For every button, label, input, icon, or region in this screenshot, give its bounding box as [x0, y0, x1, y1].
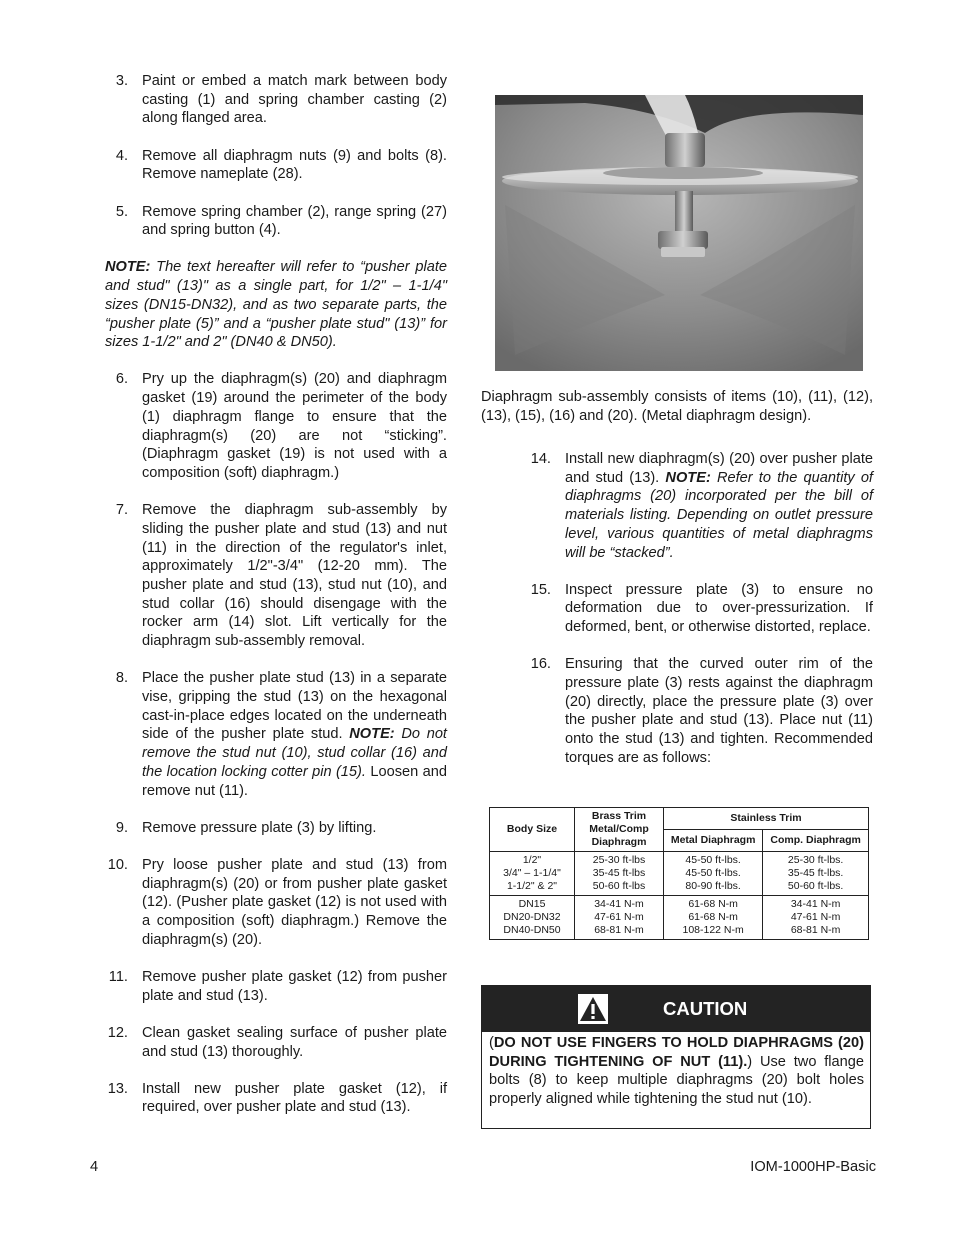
header-brass-trim: Brass Trim Metal/Comp Diaphragm: [575, 808, 664, 852]
step-7: 7. Remove the diaphragm sub-assembly by sliding the pusher plate and stud (13) and nut (11) in the direction of the regulator's inlet, approximately 1/2"-3/4" (12-20 mm). The pusher plate and stud (13), stud nut (10), and stud collar (16) should disengage with the rocker arm (14) slot. Lift vertically for the diaphragm sub-assembly removal.: [115, 502, 447, 650]
photo-illustration: [495, 95, 863, 371]
step-6: 6. Pry up the diaphragm(s) (20) and diaphragm gasket (19) around the perimeter of the body (1) diaphragm flange to ensure that the diaphragm(s) (20) are not “sticking”. (Diaphragm gasket (19) is not used with a composition (soft) diaphragm.): [115, 371, 447, 481]
cell-brass: 25-30 ft-lbs 35-45 ft-lbs 50-60 ft-lbs: [575, 852, 664, 896]
document-id: IOM-1000HP-Basic: [750, 1159, 876, 1175]
cell-size: 1/2" 3/4" – 1-1/4" 1-1/2" & 2": [490, 852, 575, 896]
right-column: [528, 450, 873, 768]
page-number: 4: [90, 1159, 99, 1175]
step-12: 12. Clean gasket sealing surface of pusher plate and stud (13) thoroughly.: [107, 1024, 447, 1060]
cell-comp: 34-41 N-m 47-61 N-m 68-81 N-m: [763, 896, 869, 940]
step-9: 9. Remove pressure plate (3) by lifting.: [115, 819, 377, 836]
header-metal-diaphragm: Metal Diaphragm: [664, 830, 763, 852]
step-8: 8. Place the pusher plate stud (13) in a separate vise, gripping the stud (13) on the hexagonal cast-in-place edges located on the underneath side of the pusher plate stud. NOTE: Do not remove the stud nut (10), stud collar (16) and the location locking cotter pin (15). Loosen and remove nut (11).: [115, 670, 447, 799]
caution-box: [481, 985, 871, 1129]
header-body-size: Body Size: [490, 808, 575, 852]
cell-brass: 34-41 N-m 47-61 N-m 68-81 N-m: [575, 896, 664, 940]
warning-icon: [578, 994, 608, 1024]
caution-title: CAUTION: [663, 998, 748, 1019]
step-13: 13. Install new pusher plate gasket (12), if required, over pusher plate and stud (13).: [107, 1080, 447, 1116]
caution-text: (DO NOT USE FINGERS TO HOLD DIAPHRAGMS (20) DURING TIGHTENING OF NUT (11).) Use two flange bolts (8) to keep multiple diaphragms (20) bolt holes properly aligned while tightening the stud nut (10).: [489, 1035, 865, 1108]
cell-size: DN15 DN20-DN32 DN40-DN50: [490, 896, 575, 940]
diaphragm-subassembly-photo: [495, 95, 863, 371]
step-15: 15. Inspect pressure plate (3) to ensure no deformation due to over-pressurization. If deformed, bent, or otherwise distorted, replace.: [530, 581, 873, 636]
step-4: 4. Remove all diaphragm nuts (9) and bolts (8). Remove nameplate (28).: [115, 147, 447, 183]
step-5: 5. Remove spring chamber (2), range spring (27) and spring button (4).: [115, 203, 447, 239]
table-row: [490, 896, 869, 940]
photo-caption: Diaphragm sub-assembly consists of items (10), (11), (12), (13), (15), (16) and (20). (Metal diaphragm design).: [481, 389, 873, 424]
table-row: [490, 852, 869, 896]
header-stainless-trim: Stainless Trim: [664, 808, 869, 830]
step-3: 3. Paint or embed a match mark between body casting (1) and spring chamber casting (2) along flanged area.: [115, 73, 447, 127]
step-14: 14. Install new diaphragm(s) (20) over pusher plate and stud (13). NOTE: Refer to the quantity of diaphragms (20) incorporated per the bill of materials listing. Depending on outlet pressure level, various quantities of metal diaphragms will be “stacked”.: [530, 451, 873, 561]
caution-header: [482, 986, 870, 1032]
cell-comp: 25-30 ft-lbs. 35-45 ft-lbs. 50-60 ft-lbs.: [763, 852, 869, 896]
step-10: 10. Pry loose pusher plate and stud (13) from diaphragm(s) (20) or from pusher plate gasket (12). (Pusher plate gasket (12) is not used with a composition (soft) diaphragm.) Remove the diaphragm(s) (20).: [107, 856, 447, 948]
step-16: 16. Ensuring that the curved outer rim of the pressure plate (3) rests against the diaphragm (20) directly, place the pressure plate (3) over the pusher plate and stud (13). Place nut (11) onto the stud (13) and tighten. Recommended torques are as follows:: [530, 656, 873, 766]
cell-metal: 61-68 N-m 61-68 N-m 108-122 N-m: [664, 896, 763, 940]
cell-metal: 45-50 ft-lbs. 45-50 ft-lbs. 80-90 ft-lbs.: [664, 852, 763, 896]
left-column: [105, 72, 447, 1117]
note-pusher-plate: NOTE: The text hereafter will refer to “pusher plate and stud" (13)" as a single part, for 1/2" – 1-1/4" sizes (DN15-DN32), and as two separate parts, the “pusher plate (5)” and a “pusher plate stud" (13)” for sizes 1-1/2" and 2" (DN40 & DN50).: [105, 259, 447, 351]
header-comp-diaphragm: Comp. Diaphragm: [763, 830, 869, 852]
step-11: 11. Remove pusher plate gasket (12) from pusher plate and stud (13).: [108, 968, 447, 1004]
torque-table: [489, 807, 869, 940]
